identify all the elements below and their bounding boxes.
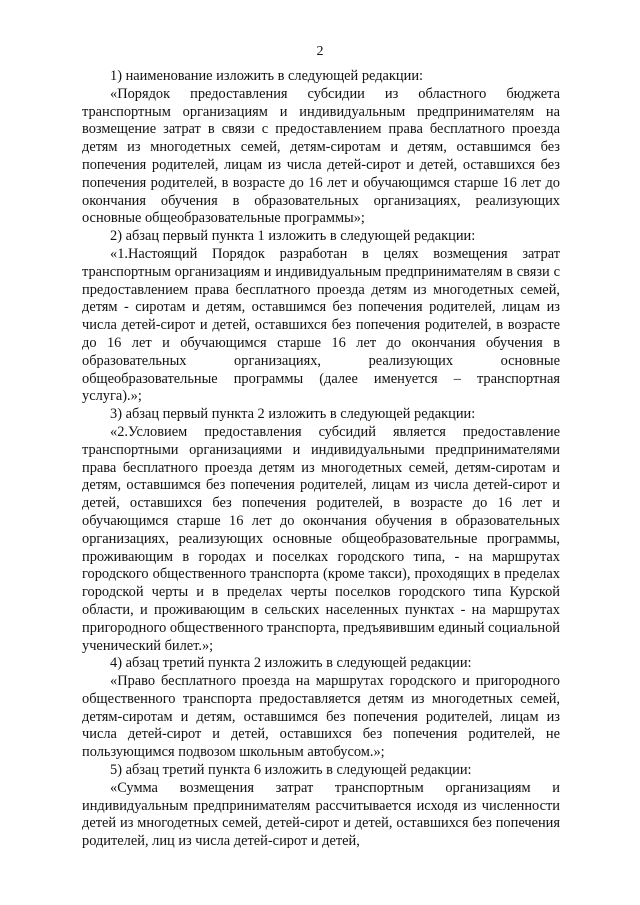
item-3-text: «2.Условием предоставления субсидий является предоставление транспортными организациями и индивидуальными предпринимателями права бесплатного проезда детям из многодетных семей, детям-сиротам и детям, оставшимся без попечения родителей, лицам из числа детей-сирот и детей, оставшихся без попечения родителей, в возрасте до 16 лет и обучающимся старше 16 лет до окончания обучения в образовательных организациях, реализующих основные общеобразовательные программы, проживающим в городах и поселках городского типа, - на маршрутах городского общественного транспорта (кроме такси), проходящих в пределах городской черты и в пределах черты поселков городского типа Курской области, и проживающим в сельских населенных пунктах - на маршрутах пригородного общественного транспорта, предъявившим единый социальной ученический билет.»; <box>82 423 560 654</box>
item-5-text: «Сумма возмещения затрат транспортным организациям и индивидуальным предпринимателям рассчитывается исходя из численности детей из многодетных семей, детей-сирот и детей, оставшихся без попечения родителей, лиц из числа детей-сирот и детей, <box>82 779 560 850</box>
item-1-text: «Порядок предоставления субсидии из областного бюджета транспортным организациям и индивидуальным предпринимателям на возмещение затрат в связи с предоставлением права бесплатного проезда детям из многодетных семей, детям-сиротам и детям, оставшимся без попечения родителей, лицам из числа детей-сирот и детей, оставшихся без попечения родителей, в возрасте до 16 лет и обучающимся старше 16 лет до окончания обучения в образовательных организациях, реализующих основные общеобразовательные программы»; <box>82 85 560 227</box>
item-4-text: «Право бесплатного проезда на маршрутах городского и пригородного общественного транспорта предоставляется детям из многодетных семей, детям-сиротам и детям, оставшимся без попечения родителей, лицам из числа детей-сирот и детей, оставшихся без попечения родителей, не пользующимся подвозом школьным автобусом.»; <box>82 673 560 761</box>
item-5-heading: 5) абзац третий пункта 6 изложить в следующей редакции: <box>110 762 472 779</box>
document-body <box>82 68 560 851</box>
item-2-text: «1.Настоящий Порядок разработан в целях возмещения затрат транспортным организациям и индивидуальным предпринимателям в связи с предоставлением права бесплатного проезда детям из многодетных семей, детям - сиротам и детям, оставшимся без попечения родителей, лицам из числа детей-сирот и детей, оставшихся без попечения родителей, в возрасте до 16 лет и обучающимся старше 16 лет до окончания обучения в образовательных организациях, реализующих основные общеобразовательные программы (далее именуется – транспортная услуга).»; <box>82 245 560 405</box>
item-2-heading: 2) абзац первый пункта 1 изложить в следующей редакции: <box>110 228 476 245</box>
item-1-heading: 1) наименование изложить в следующей редакции: <box>110 68 424 84</box>
page-number: 2 <box>316 44 324 59</box>
item-3-heading: 3) абзац первый пункта 2 изложить в следующей редакции: <box>110 406 476 423</box>
item-4-heading: 4) абзац третий пункта 2 изложить в следующей редакции: <box>110 655 472 672</box>
